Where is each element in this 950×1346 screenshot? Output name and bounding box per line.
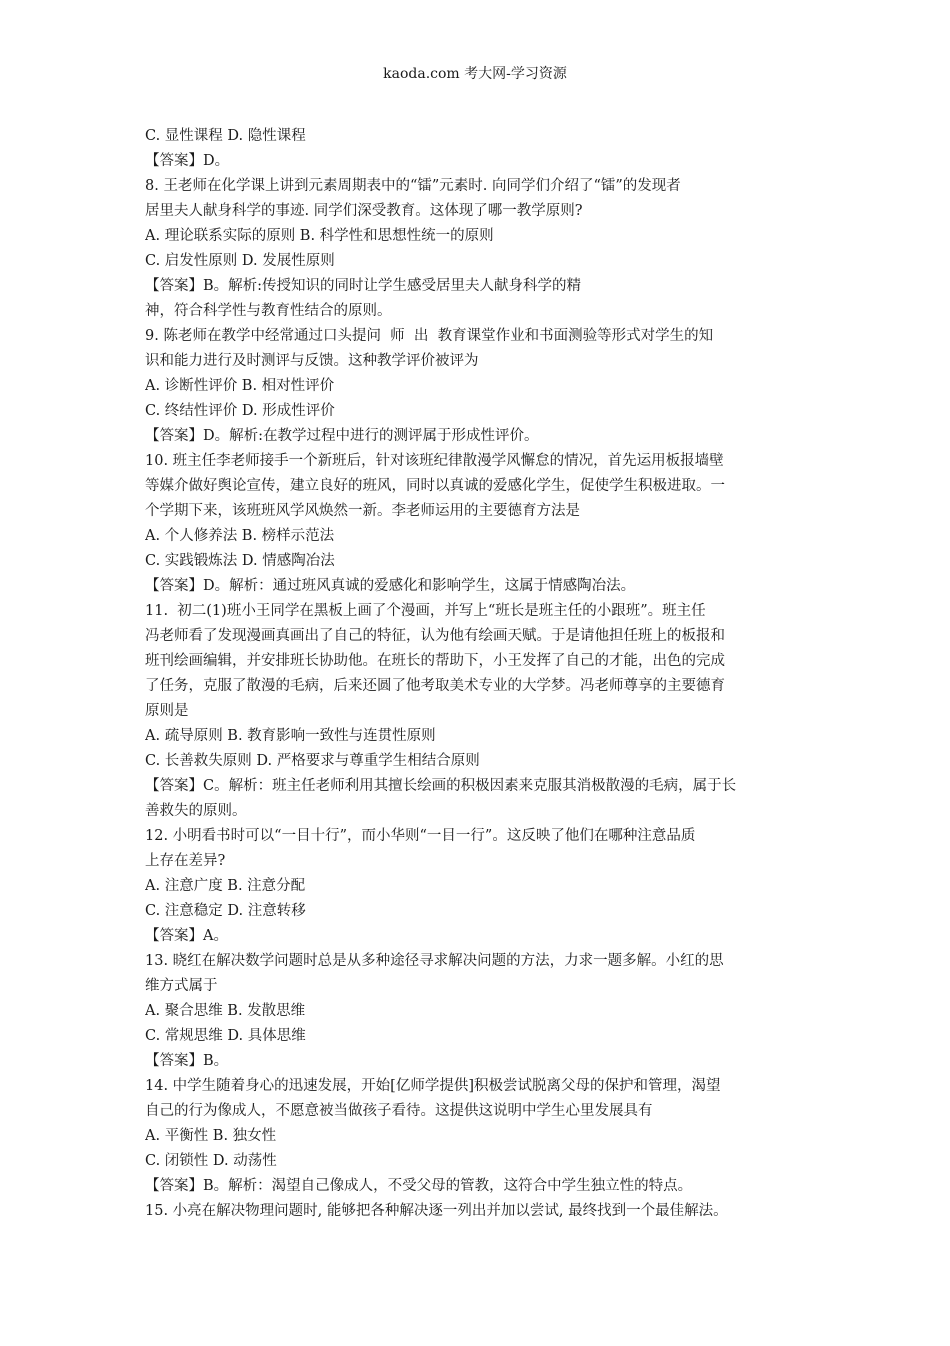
text-line: 神，符合科学性与教育性结合的原则。 <box>145 303 392 319</box>
text-line: 9. 陈老师在教学中经常通过口头提问 师 出 教育课堂作业和书面测验等形式对学生的知 <box>145 328 714 344</box>
text-line: 自己的行为像成人，不愿意被当做孩子看待。这提供这说明中学生心里发展具有 <box>145 1103 653 1119</box>
text-line: 13. 晓红在解决数学问题时总是从多种途径寻求解决问题的方法，力求一题多解。小红的思 <box>145 953 724 969</box>
text-line: 14. 中学生随着身心的迅速发展，开始[亿师学提供]积极尝试脱离父母的保护和管理，渴望 <box>145 1078 721 1094</box>
text-line: 【答案】B。解析:传授知识的同时让学生感受居里夫人献身科学的精 <box>145 278 582 294</box>
text-line: C. 终结性评价 D. 形成性评价 <box>145 403 335 419</box>
text-line: 个学期下来，该班班风学风焕然一新。李老师运用的主要德育方法是 <box>145 503 580 519</box>
text-line: 12. 小明看书时可以“一目十行”，而小华则“一目一行”。这反映了他们在哪种注意品质 <box>145 828 696 844</box>
text-line: 【答案】B。解析：渴望自己像成人，不受父母的管教，这符合中学生独立性的特点。 <box>145 1178 693 1194</box>
text-line: 善救失的原则。 <box>145 803 247 819</box>
text-line: C. 注意稳定 D. 注意转移 <box>145 903 306 919</box>
text-line: 等媒介做好舆论宣传，建立良好的班风，同时以真诚的爱感化学生，促使学生积极进取。一 <box>145 478 725 494</box>
text-line: 维方式属于 <box>145 978 218 994</box>
text-line: A. 聚合思维 B. 发散思维 <box>145 1003 306 1019</box>
text-line: 冯老师看了发现漫画真画出了自己的特征，认为他有绘画天赋。于是请他担任班上的板报和 <box>145 628 725 644</box>
text-line: 【答案】A。 <box>145 928 228 944</box>
text-line: 15. 小亮在解决物理问题时, 能够把各种解决逐一列出并加以尝试, 最终找到一个最佳解法。 <box>145 1203 728 1219</box>
text-line: A. 注意广度 B. 注意分配 <box>145 878 306 894</box>
text-line: 了任务，克服了散漫的毛病，后来还圆了他考取美术专业的大学梦。冯老师尊享的主要德育 <box>145 678 725 694</box>
text-line: 上存在差异? <box>145 853 226 869</box>
text-line: A. 疏导原则 B. 教育影响一致性与连贯性原则 <box>145 728 436 744</box>
text-line: 居里夫人献身科学的事迹. 同学们深受教育。这体现了哪一教学原则? <box>145 203 583 219</box>
text-line: A. 诊断性评价 B. 相对性评价 <box>145 378 335 394</box>
document-body <box>145 124 810 1224</box>
text-line: 【答案】D。解析：通过班风真诚的爱感化和影响学生，这属于情感陶冶法。 <box>145 578 636 594</box>
text-line: C. 闭锁性 D. 动荡性 <box>145 1153 277 1169</box>
text-line: A. 平衡性 B. 独女性 <box>145 1128 277 1144</box>
text-line: 11. 初二(1)班小王同学在黑板上画了个漫画，并写上“班长是班主任的小跟班”。班主任 <box>145 603 706 619</box>
text-line: C. 常规思维 D. 具体思维 <box>145 1028 306 1044</box>
text-line: 8. 王老师在化学课上讲到元素周期表中的“镭”元素时. 向同学们介绍了“镭”的发现者 <box>145 178 681 194</box>
text-line: 【答案】B。 <box>145 1053 229 1069</box>
text-line: C. 显性课程 D. 隐性课程 <box>145 128 306 144</box>
text-line: 【答案】C。解析：班主任老师利用其擅长绘画的积极因素来克服其消极散漫的毛病，属于长 <box>145 778 737 794</box>
text-line: A. 个人修养法 B. 榜样示范法 <box>145 528 335 544</box>
text-line: 【答案】D。 <box>145 153 230 169</box>
text-line: C. 长善救失原则 D. 严格要求与尊重学生相结合原则 <box>145 753 480 769</box>
text-line: 原则是 <box>145 703 189 719</box>
page-header: kaoda.com 考大网-学习资源 <box>383 66 567 82</box>
text-line: 识和能力进行及时测评与反馈。这种教学评价被评为 <box>145 353 479 369</box>
text-line: 班刊绘画编辑，并安排班长协助他。在班长的帮助下，小王发挥了自己的才能，出色的完成 <box>145 653 725 669</box>
text-line: 10. 班主任李老师接手一个新班后，针对该班纪律散漫学风懈怠的情况，首先运用板报墙壁 <box>145 453 724 469</box>
text-line: A. 理论联系实际的原则 B. 科学性和思想性统一的原则 <box>145 228 494 244</box>
text-line: 【答案】D。解析:在教学过程中进行的测评属于形成性评价。 <box>145 428 539 444</box>
text-line: C. 启发性原则 D. 发展性原则 <box>145 253 335 269</box>
text-line: C. 实践锻炼法 D. 情感陶冶法 <box>145 553 335 569</box>
